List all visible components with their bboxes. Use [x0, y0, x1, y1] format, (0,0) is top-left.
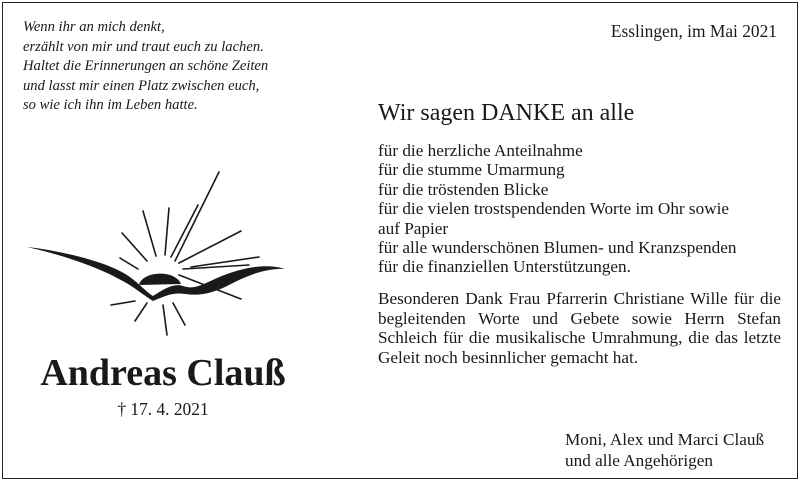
special-thanks-paragraph: Besonderen Dank Frau Pfarrerin Christiane Wille für die begleitenden Worte und Gebete sowie Herrn Stefan Schleich für die musikalische Umrahmung, die das letzte Geleit noch besinnlicher gemacht hat. [378, 289, 781, 367]
signature-line: Moni, Alex und Marci Clauß [565, 430, 765, 449]
thanks-line: für die stumme Umarmung [378, 160, 565, 180]
sun-rays-icon [111, 172, 259, 335]
signature-line: und alle Angehörigen [565, 451, 713, 470]
poem-line: Wenn ihr an mich denkt, [23, 19, 165, 35]
poem-line: Haltet die Erinnerungen an schöne Zeiten [23, 58, 269, 75]
poem-line: und lasst mir einen Platz zwischen euch, [23, 77, 260, 94]
sun-bird-icon [23, 165, 305, 340]
thanks-line: für alle wunderschönen Blumen- und Kranzspenden [378, 238, 737, 258]
thanks-line: für die tröstenden Blicke [378, 179, 549, 199]
thanks-line: für die finanziellen Unterstützungen. [378, 257, 631, 277]
death-date: † 17. 4. 2021 [117, 399, 209, 419]
sun-icon [139, 274, 181, 285]
poem-line: erzählt von mir und traut euch zu lachen. [23, 38, 264, 55]
thanks-list [378, 141, 778, 277]
thanks-line: auf Papier [378, 218, 449, 238]
signature-block [565, 429, 764, 471]
obituary-notice [2, 2, 798, 479]
poem-line: so wie ich ihn im Leben hatte. [23, 97, 198, 114]
thanks-line: für die vielen trostspendenden Worte im Ohr sowie [378, 199, 730, 219]
place-date: Esslingen, im Mai 2021 [610, 21, 777, 41]
thanks-line: für die herzliche Anteilnahme [378, 141, 583, 160]
deceased-name: Andreas Clauß [40, 352, 286, 394]
memorial-poem [23, 18, 353, 116]
thanks-heading: Wir sagen DANKE an alle [378, 100, 635, 126]
